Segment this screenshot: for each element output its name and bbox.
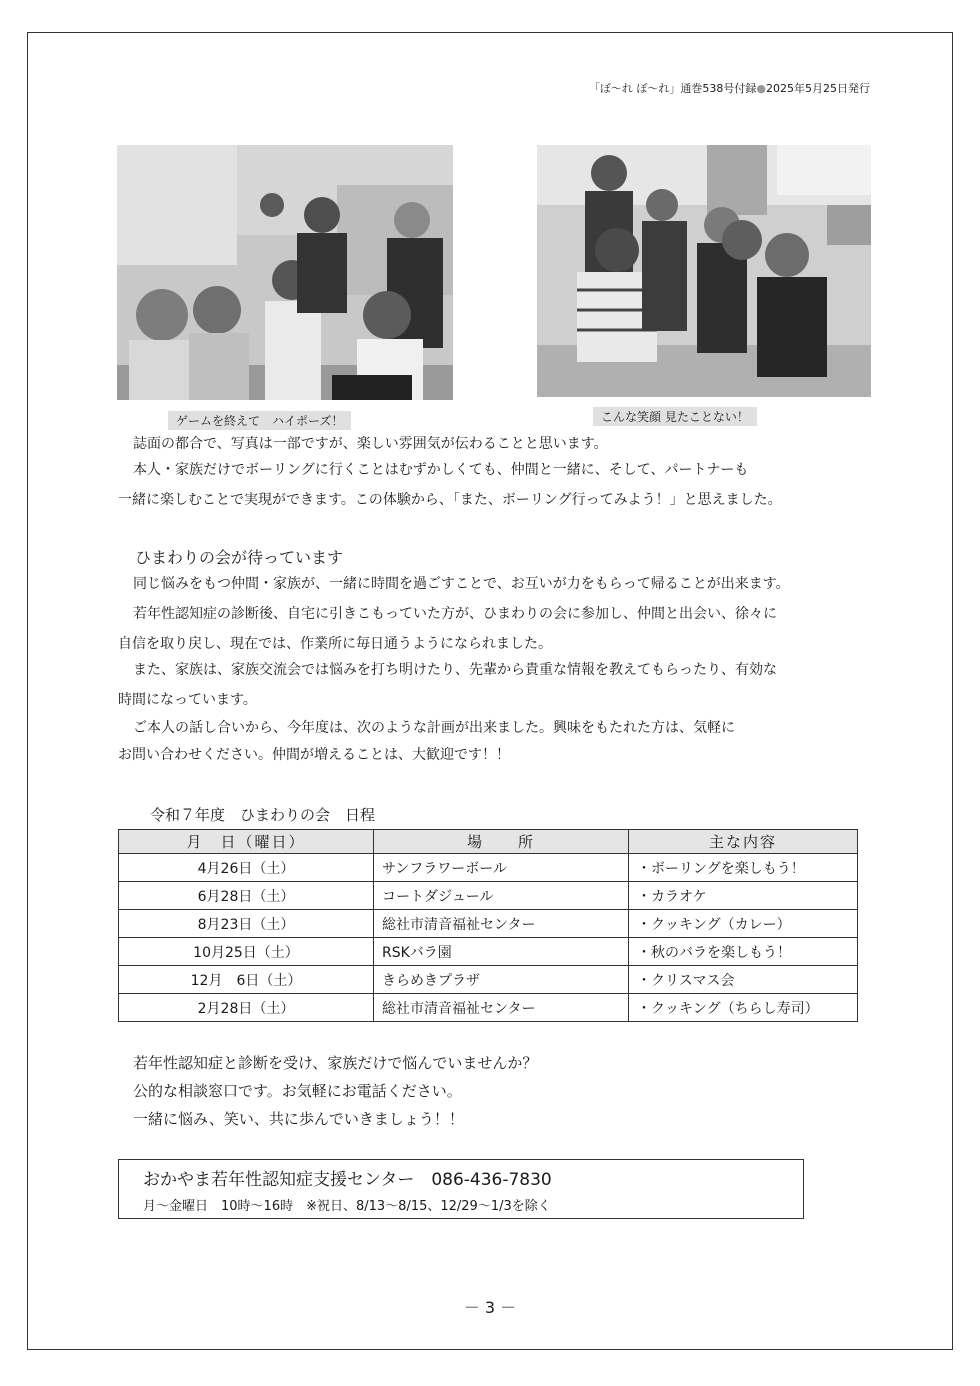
closing-message — [133, 1049, 537, 1133]
body-line-7: お問い合わせください。仲間が増えることは、大歓迎です！！ — [118, 747, 510, 763]
row-date: 8月23日（土） — [119, 910, 374, 938]
issue-note-dot: ● — [756, 82, 766, 95]
row-place: 総社市清音福祉センター — [374, 994, 629, 1022]
photo-bowling-group-2 — [537, 145, 871, 397]
row-date: 6月28日（土） — [119, 882, 374, 910]
photo-caption-1: ゲームを終えて ハイポーズ！ — [168, 411, 351, 430]
issue-note-date: 2025年5月25日発行 — [766, 82, 870, 95]
table-row — [119, 910, 858, 938]
row-date: 10月25日（土） — [119, 938, 374, 966]
contact-org-phone: おかやま若年性認知症支援センター 086-436-7830 — [143, 1170, 552, 1190]
closing-line-1: 若年性認知症と診断を受け、家族だけで悩んでいませんか？ — [133, 1054, 538, 1072]
table-row — [119, 938, 858, 966]
schedule-title: 令和７年度 ひまわりの会 日程 — [150, 806, 376, 824]
photo-bowling-group-1 — [117, 145, 453, 400]
body-line-4: また、家族は、家族交流会では悩みを打ち明けたり、先輩から貴重な情報を教えてもらったり、有効な — [133, 662, 777, 678]
row-content: ・ボーリングを楽しもう！ — [629, 854, 858, 882]
row-content: ・クリスマス会 — [629, 966, 858, 994]
intro-line-3: 一緒に楽しむことで実現ができます。この体験から、「また、ボーリング行ってみよう！」と思えました。 — [118, 492, 782, 508]
intro-line-1: 誌面の都合で、写真は一部ですが、楽しい雰囲気が伝わることと思います。 — [133, 436, 608, 452]
header-date: 月 日（曜日） — [119, 830, 374, 854]
closing-line-2: 公的な相談窓口です。お気軽にお電話ください。 — [133, 1082, 462, 1100]
body-line-2: 若年性認知症の診断後、自宅に引きこもっていた方が、ひまわりの会に参加し、仲間と出会い、徐々に — [133, 606, 777, 622]
row-place: サンフラワーボール — [374, 854, 629, 882]
body-line-1: 同じ悩みをもつ仲間・家族が、一緒に時間を過ごすことで、お互いが力をもらって帰ることが出来ます。 — [133, 576, 790, 592]
row-date: 2月28日（土） — [119, 994, 374, 1022]
schedule-header-row — [119, 830, 858, 854]
row-content: ・クッキング（ちらし寿司） — [629, 994, 858, 1022]
row-date: 4月26日（土） — [119, 854, 374, 882]
row-place: 総社市清音福祉センター — [374, 910, 629, 938]
issue-note-text: 「ぽ～れ ぽ～れ」通巻538号付録 — [588, 82, 757, 95]
table-row — [119, 966, 858, 994]
table-row — [119, 854, 858, 882]
body-line-6: ご本人の話し合いから、今年度は、次のような計画が出来ました。興味をもたれた方は、気軽に — [133, 720, 735, 736]
header-place: 場 所 — [374, 830, 629, 854]
section-title: ひまわりの会が待っています — [135, 548, 344, 567]
contact-hours: 月～金曜日 10時～16時 ※祝日、8/13～8/15、12/29～1/3を除く — [143, 1199, 551, 1214]
photo-caption-2: こんな笑顔 見たことない！ — [593, 407, 757, 426]
row-content: ・カラオケ — [629, 882, 858, 910]
body-line-3: 自信を取り戻し、現在では、作業所に毎日通うようになられました。 — [118, 636, 552, 652]
intro-line-2: 本人・家族だけでボーリングに行くことはむずかしくても、仲間と一緒に、そして、パートナーも — [133, 462, 749, 478]
row-content: ・秋のバラを楽しもう！ — [629, 938, 858, 966]
table-row — [119, 994, 858, 1022]
row-date: 12月 6日（土） — [119, 966, 374, 994]
page-number: － 3 － — [463, 1298, 517, 1317]
table-row — [119, 882, 858, 910]
body-line-5: 時間になっています。 — [118, 692, 257, 708]
closing-line-3: 一緒に悩み、笑い、共に歩んでいきましょう！！ — [133, 1110, 464, 1128]
issue-note — [560, 80, 870, 96]
row-place: RSKバラ園 — [374, 938, 629, 966]
row-content: ・クッキング（カレー） — [629, 910, 858, 938]
row-place: コートダジュール — [374, 882, 629, 910]
row-place: きらめきプラザ — [374, 966, 629, 994]
header-content: 主な内容 — [629, 830, 858, 854]
schedule-table — [118, 829, 858, 1022]
contact-box — [118, 1159, 804, 1219]
